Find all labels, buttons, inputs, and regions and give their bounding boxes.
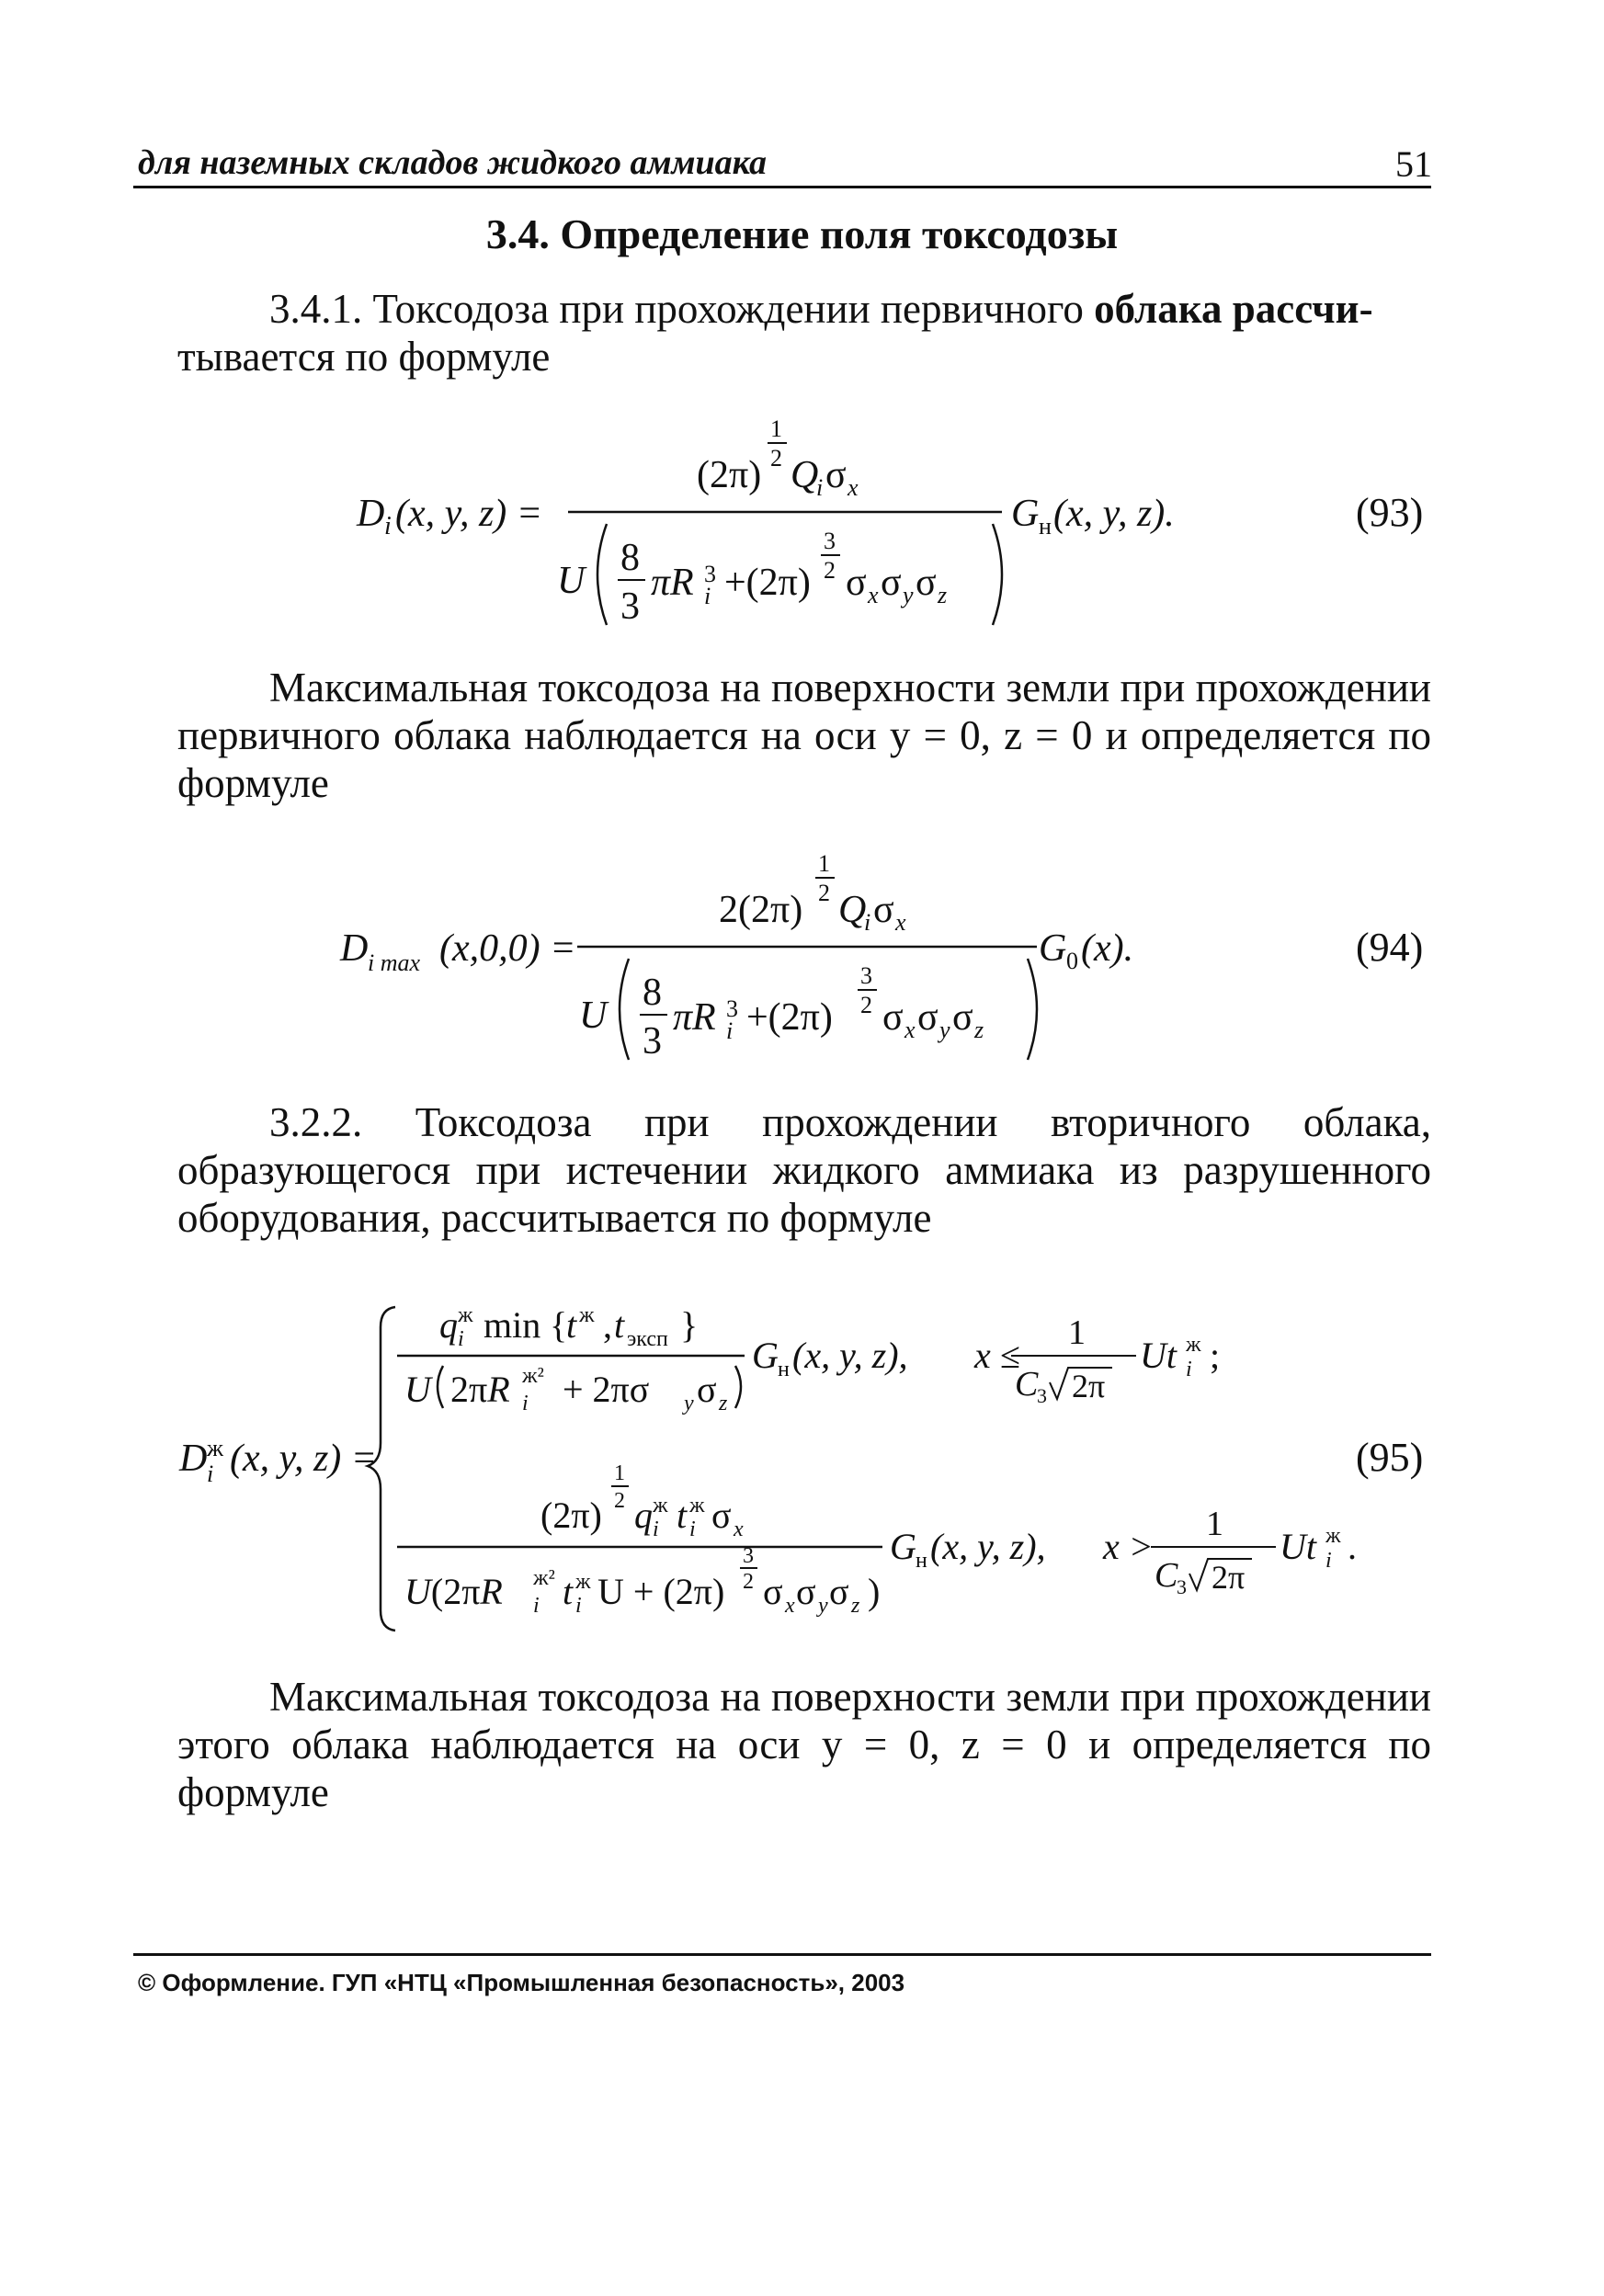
eq94-lhs: D	[340, 927, 369, 970]
eq95-c2-sig3: σ	[829, 1571, 849, 1612]
eq95-c2-t-sup: ж	[689, 1494, 705, 1517]
eq95-c1-cond-one: 1	[1068, 1313, 1086, 1352]
eq95-c2-t: t	[677, 1495, 688, 1536]
eq95-c1-min: min	[483, 1304, 541, 1346]
eq93-sigma2-sub: y	[903, 582, 914, 608]
eq95-c1-den-tail: + 2πσ	[563, 1369, 650, 1410]
eq95-c1-R-sup: ж²	[522, 1364, 544, 1388]
eq95-c2-C3: C	[1155, 1556, 1178, 1595]
eq94-rhs-G: G	[1039, 927, 1067, 970]
eq95-c2-C3-sub: 3	[1177, 1575, 1187, 1598]
eq94-sigma3-sub: z	[974, 1017, 984, 1043]
eq95-c1-cond: x ≤	[974, 1335, 1020, 1376]
eq93-exp-den: 2	[770, 445, 782, 472]
eq94-lhs-args: (x,0,0) =	[439, 927, 576, 970]
eq95-c2-period: .	[1348, 1526, 1357, 1567]
paragraph-bold-text: облака рассчи-	[1094, 286, 1373, 332]
eq94-lhs-sub: i max	[368, 949, 421, 976]
eq93-left-paren	[597, 524, 607, 625]
equation-95	[0, 1287, 1604, 1636]
eq95-c2-Ut-sup: ж	[1325, 1524, 1341, 1548]
eq93-number: (93)	[1356, 490, 1424, 535]
eq94-R-sup: 3	[726, 995, 738, 1022]
eq95-c2-G: G	[890, 1526, 916, 1567]
eq95-c1-comma: ,	[603, 1304, 612, 1346]
eq95-c2-t-den-sub: i	[575, 1594, 582, 1618]
equation-94	[0, 844, 1604, 1078]
eq95-c1-G: G	[752, 1335, 779, 1376]
eq95-c1-C3-sub: 3	[1037, 1384, 1047, 1407]
page-number: 51	[1395, 143, 1432, 185]
eq95-c2-R-sup: ж²	[533, 1566, 555, 1590]
eq95-c1-G-args: (x, y, z),	[792, 1335, 908, 1376]
eq94-left-paren	[620, 959, 629, 1060]
eq95-c2-t-den: t	[563, 1571, 574, 1612]
eq94-plus-2pi: +(2π)	[746, 996, 833, 1039]
eq93-num-Q-sub: i	[816, 474, 824, 501]
eq93-plus-2pi: +(2π)	[724, 562, 811, 604]
eq93-exp-num: 1	[770, 415, 782, 442]
eq94-sigma1: σ	[882, 996, 904, 1039]
eq94-R-sub: i	[726, 1017, 734, 1044]
paragraph-text: 3.4.1. Токсодоза при прохождении первичного	[269, 286, 1095, 332]
eq94-num-base: 2(2π)	[719, 889, 803, 931]
paragraph-text: тывается по формуле	[177, 334, 551, 380]
eq95-c1-lbrace: {	[550, 1304, 568, 1346]
eq95-c2-G-args: (x, y, z),	[930, 1526, 1046, 1567]
eq95-c2-t-sub: i	[689, 1517, 696, 1541]
eq95-c2-sig3-sub: z	[851, 1594, 860, 1618]
eq93-R-sub: i	[704, 583, 711, 609]
eq94-exp2-den: 2	[860, 992, 872, 1018]
equation-93-svg	[0, 409, 1604, 643]
eq95-c1-C3: C	[1015, 1365, 1039, 1404]
eq95-c2-Ut: Ut	[1280, 1526, 1316, 1567]
eq93-num-sigma: σ	[825, 454, 847, 496]
eq95-c2-sigma: σ	[711, 1495, 732, 1536]
eq94-eight: 8	[643, 972, 662, 1014]
paragraph-3-2-2: 3.2.2. Токсодоза при прохождении вторичного облака, образующегося при истечении жидкого аммиака из разрушенного оборудования, рассчитывается по формуле	[177, 1099, 1431, 1241]
eq95-c2-Ut-sub: i	[1325, 1549, 1332, 1573]
eq94-den-U: U	[579, 995, 608, 1037]
eq95-lhs-args: (x, y, z) =	[230, 1438, 378, 1480]
eq95-c2-sigma-sub: x	[734, 1517, 744, 1541]
eq95-lhs-sup: ж	[207, 1435, 223, 1461]
eq95-c1-sig2: σ	[697, 1369, 717, 1410]
eq94-sigma2-sub: y	[939, 1017, 950, 1043]
eq95-c1-rbrace: }	[680, 1304, 699, 1346]
eq93-eight: 8	[620, 537, 640, 579]
eq95-c1-q-sup: ж	[458, 1303, 473, 1327]
eq93-num-sigma-sub: x	[848, 474, 859, 501]
eq93-exp2-num: 3	[824, 528, 836, 554]
eq93-sigma3: σ	[916, 562, 937, 604]
eq94-right-paren	[1028, 959, 1037, 1060]
eq95-c2-R-sub: i	[533, 1594, 540, 1618]
eq93-rhs-sub: н	[1039, 513, 1052, 540]
equation-93	[0, 409, 1604, 643]
eq95-c1-U: U	[404, 1369, 431, 1410]
eq95-c1-sig-z: z	[719, 1392, 728, 1415]
eq95-c1-G-sub: н	[778, 1358, 790, 1381]
eq95-lhs-sub: i	[207, 1461, 214, 1487]
eq93-num-base: (2π)	[697, 454, 762, 496]
eq95-c1-t2: t	[614, 1304, 625, 1346]
eq93-R-sup: 3	[704, 561, 716, 587]
eq95-c1-semicolon: ;	[1210, 1335, 1221, 1376]
eq95-c1-Ut-sup: ж	[1186, 1333, 1201, 1357]
eq95-c2-exp-den: 2	[614, 1489, 625, 1513]
eq93-num-Q: Q	[791, 454, 819, 496]
eq95-c2-2pi-root: 2π	[1212, 1559, 1246, 1596]
eq95-c1-Ut: Ut	[1140, 1335, 1177, 1376]
eq95-c2-q: q	[634, 1495, 653, 1536]
eq95-c2-sig2: σ	[796, 1571, 816, 1612]
eq95-c2-G-sub: н	[916, 1549, 927, 1573]
eq95-c2-exp2-den: 2	[743, 1570, 754, 1594]
eq95-c2-rparen: )	[868, 1571, 881, 1612]
eq93-exp2-den: 2	[824, 557, 836, 584]
eq95-c1-t: t	[566, 1304, 577, 1346]
eq94-sigma3: σ	[952, 996, 973, 1039]
eq95-c1-rparen	[735, 1366, 741, 1408]
eq94-exp2-num: 3	[860, 962, 872, 989]
eq95-c1-Ut-sub: i	[1186, 1358, 1192, 1381]
eq95-c2-den-mid: U + (2π)	[597, 1571, 725, 1612]
eq95-c1-R-sub: i	[522, 1392, 529, 1415]
eq94-sigma1-sub: x	[904, 1017, 916, 1043]
eq95-c2-q-sub: i	[653, 1517, 659, 1541]
eq95-c1-q-sub: i	[458, 1327, 464, 1351]
eq95-c1-t-sup: ж	[579, 1303, 595, 1327]
running-header-title: для наземных складов жидкого аммиака	[138, 143, 767, 182]
eq95-number: (95)	[1356, 1435, 1424, 1480]
eq93-three: 3	[620, 585, 640, 628]
eq95-c2-exp-num: 1	[614, 1461, 625, 1485]
eq94-num-sigma: σ	[873, 889, 894, 931]
footer-copyright: © Оформление. ГУП «НТЦ «Промышленная безопасность», 2003	[138, 1969, 905, 1996]
eq95-c1-lparen	[438, 1366, 443, 1408]
equation-94-svg	[0, 844, 1604, 1078]
eq94-three: 3	[643, 1020, 662, 1063]
eq95-c1-2piR: 2πR	[450, 1369, 510, 1410]
eq95-lhs: D	[179, 1438, 208, 1480]
eq93-sigma1: σ	[846, 562, 867, 604]
eq95-c2-exp2-num: 3	[743, 1544, 754, 1568]
eq93-lhs-sub: i	[384, 512, 392, 540]
paragraph-3-4-1	[177, 285, 1431, 381]
eq95-c2-cond-one: 1	[1206, 1505, 1223, 1543]
header-rule	[133, 186, 1431, 188]
eq94-num-Q: Q	[838, 889, 867, 931]
eq93-right-paren	[993, 524, 1002, 625]
eq93-rhs-args: (x, y, z).	[1053, 493, 1175, 535]
eq94-exp-num: 1	[818, 850, 830, 877]
eq95-c2-den: U(2πR	[404, 1571, 503, 1612]
eq93-den-U: U	[557, 560, 586, 602]
eq94-rhs-args: (x).	[1081, 927, 1134, 970]
eq95-c1-2pi: 2π	[1072, 1368, 1106, 1404]
equation-95-svg	[0, 1287, 1604, 1636]
eq93-lhs-args: (x, y, z) =	[395, 493, 543, 535]
eq94-sigma2: σ	[917, 996, 939, 1039]
eq93-sigma3-sub: z	[938, 582, 948, 608]
footer-rule	[133, 1953, 1431, 1956]
eq95-c2-t-den-sup: ж	[575, 1570, 591, 1594]
eq95-c2-sig1: σ	[763, 1571, 783, 1612]
eq95-c2-sig2-sub: y	[818, 1594, 828, 1618]
eq94-number: (94)	[1356, 925, 1424, 970]
eq95-c2-q-sup: ж	[653, 1494, 668, 1517]
eq95-brace	[368, 1307, 395, 1631]
eq93-rhs-G: G	[1011, 493, 1040, 535]
eq95-c1-sig-y: y	[684, 1392, 694, 1415]
paragraph-max-toxodose-primary: Максимальная токсодоза на поверхности земли при прохождении первичного облака наблюдается на оси y = 0, z = 0 и определяется по формуле	[177, 665, 1431, 806]
eq95-c1-teksp-sub: эксп	[627, 1327, 668, 1351]
eq95-c2-cond: x >	[1103, 1526, 1154, 1567]
paragraph-max-toxodose-secondary: Максимальная токсодоза на поверхности земли при прохождении этого облака наблюдается на оси y = 0, z = 0 и определяется по формуле	[177, 1674, 1431, 1815]
eq94-rhs-sub: 0	[1066, 948, 1078, 974]
eq94-exp-den: 2	[818, 880, 830, 906]
eq93-sigma2: σ	[881, 562, 902, 604]
eq94-num-sigma-sub: x	[895, 909, 906, 936]
eq93-lhs: D	[357, 493, 385, 535]
eq95-c2-2pi: (2π)	[540, 1495, 602, 1536]
eq95-c1-q: q	[439, 1304, 458, 1346]
eq95-c2-sig1-sub: x	[785, 1594, 795, 1618]
eq93-piR: πR	[651, 562, 694, 604]
section-heading: 3.4. Определение поля токсодозы	[485, 210, 1119, 257]
eq94-num-Q-sub: i	[864, 909, 871, 936]
eq94-piR: πR	[673, 996, 716, 1039]
eq93-sigma1-sub: x	[868, 582, 879, 608]
